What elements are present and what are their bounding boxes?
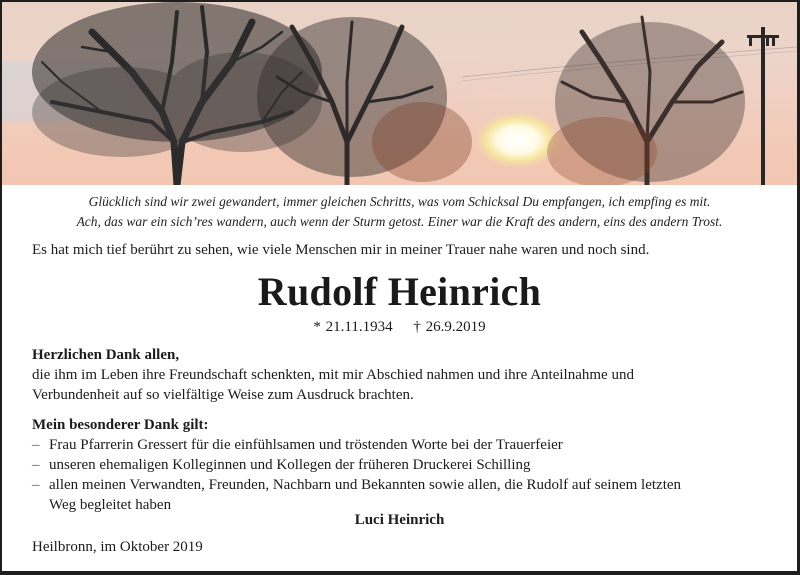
list-item bbox=[32, 455, 772, 475]
thanks-heading: Herzlichen Dank allen, bbox=[32, 347, 180, 363]
list-item bbox=[32, 475, 772, 515]
death-date: † 26.9.2019 bbox=[413, 319, 486, 335]
dash-bullet: – bbox=[32, 477, 40, 493]
poem-line-1: Glücklich sind wir zwei gewandert, immer gleichen Schritts, was vom Schicksal Du empfangen, ich empfing es mit. bbox=[88, 194, 711, 209]
dash-bullet: – bbox=[32, 457, 40, 473]
life-dates bbox=[2, 319, 797, 336]
intro-text: Es hat mich tief berührt zu sehen, wie viele Menschen mir in meiner Trauer nahe waren und noch sind. bbox=[32, 242, 650, 258]
list-item-text-continued: Weg begleitet haben bbox=[49, 497, 172, 513]
obituary-notice bbox=[2, 2, 797, 571]
list-item-text: Frau Pfarrerin Gressert für die einfühlsamen und tröstenden Worte bei der Trauerfeier bbox=[49, 437, 563, 453]
signature: Luci Heinrich bbox=[354, 512, 445, 528]
poem bbox=[2, 192, 797, 232]
thanks-section bbox=[32, 345, 772, 405]
poem-line-2: Ach, das war ein sich’res wandern, auch wenn der Sturm getost. Einer war die Kraft des andern, eins des andern Trost. bbox=[76, 214, 723, 229]
sunset-trees-illustration bbox=[2, 2, 797, 185]
thanks-line-2: Verbundenheit auf so vielfältige Weise zum Ausdruck brachten. bbox=[32, 387, 414, 403]
header-photo bbox=[2, 2, 797, 185]
special-thanks-heading: Mein besonderer Dank gilt: bbox=[32, 417, 209, 433]
place-and-date: Heilbronn, im Oktober 2019 bbox=[32, 539, 203, 555]
deceased-name: Rudolf Heinrich bbox=[257, 269, 542, 314]
list-item-text: unseren ehemaligen Kolleginnen und Kollegen der früheren Druckerei Schilling bbox=[49, 457, 531, 473]
list-item bbox=[32, 435, 772, 455]
birth-date: * 21.11.1934 bbox=[313, 319, 393, 335]
dash-bullet: – bbox=[32, 437, 40, 453]
thanks-line-1: die ihm im Leben ihre Freundschaft schenkten, mit mir Abschied nahmen und ihre Anteilnahme und bbox=[32, 367, 634, 383]
special-thanks-section bbox=[32, 415, 772, 515]
list-item-text: allen meinen Verwandten, Freunden, Nachbarn und Bekannten sowie allen, die Rudolf auf seinem letzten bbox=[49, 477, 682, 493]
